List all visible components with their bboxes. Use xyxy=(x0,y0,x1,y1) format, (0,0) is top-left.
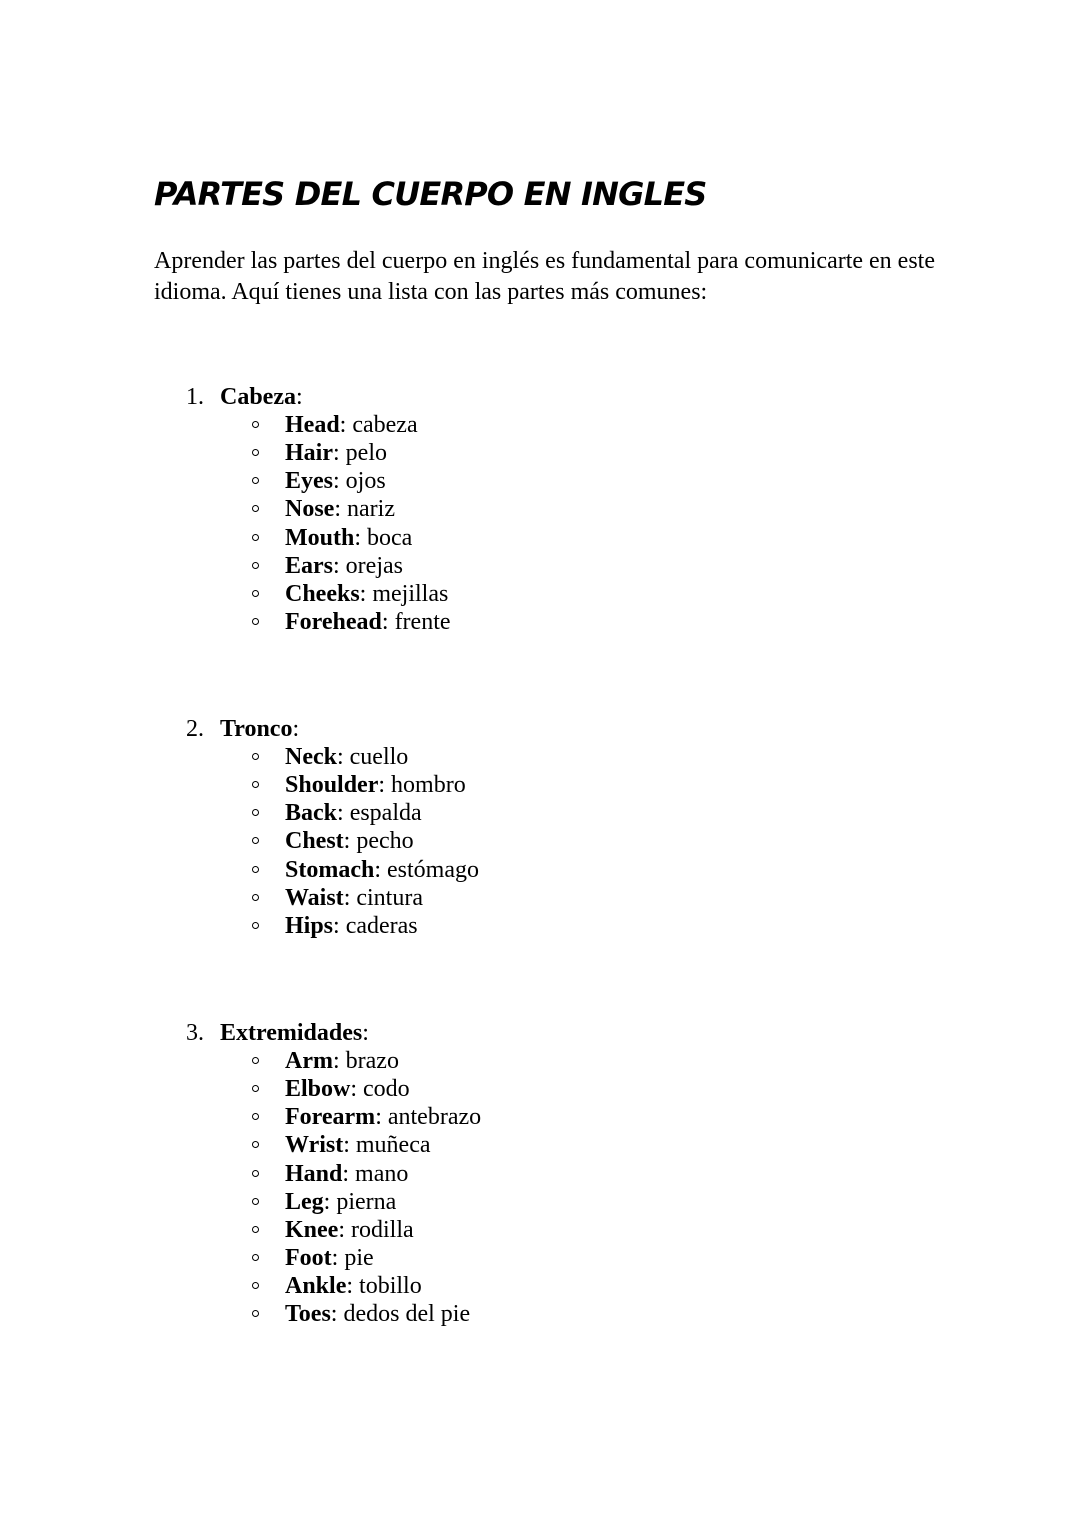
hollow-circle-bullet-icon xyxy=(252,809,259,816)
list-entry xyxy=(285,495,395,523)
section-name: Extremidades xyxy=(220,1020,363,1046)
body-part-list xyxy=(186,1047,482,1328)
section-colon: : xyxy=(295,384,303,410)
list-item xyxy=(186,439,387,467)
spanish-translation: estómago xyxy=(387,856,479,883)
english-term: Ears xyxy=(285,552,333,579)
term-separator: : xyxy=(337,800,350,827)
section-heading xyxy=(186,383,303,411)
term-separator: : xyxy=(323,1188,337,1215)
english-term: Waist xyxy=(285,884,344,911)
spanish-translation: caderas xyxy=(345,912,418,939)
term-separator: : xyxy=(331,1244,345,1271)
spanish-translation: mejillas xyxy=(372,580,449,607)
term-separator: : xyxy=(378,772,392,799)
hollow-circle-bullet-icon xyxy=(252,1085,259,1092)
section-cabeza xyxy=(186,383,451,636)
list-entry xyxy=(285,1216,414,1244)
list-entry xyxy=(285,1047,399,1075)
list-entry xyxy=(285,856,479,884)
term-separator: : xyxy=(339,412,353,438)
spanish-translation: hombro xyxy=(391,772,466,799)
term-separator: : xyxy=(334,496,347,523)
term-separator: : xyxy=(350,1076,364,1103)
english-term: Mouth xyxy=(285,524,355,551)
spanish-translation: brazo xyxy=(345,1048,399,1074)
list-entry xyxy=(285,552,403,580)
term-separator: : xyxy=(346,1273,360,1300)
section-heading xyxy=(186,715,299,743)
hollow-circle-bullet-icon xyxy=(252,421,259,428)
hollow-circle-bullet-icon xyxy=(252,922,259,929)
english-term: Wrist xyxy=(285,1132,344,1159)
hollow-circle-bullet-icon xyxy=(252,1170,259,1177)
term-separator: : xyxy=(333,912,346,939)
section-name: Tronco xyxy=(220,716,293,742)
list-entry xyxy=(285,799,422,827)
english-term: Neck xyxy=(285,744,337,770)
term-separator: : xyxy=(330,1301,344,1328)
list-item xyxy=(186,827,414,855)
list-item xyxy=(186,495,395,523)
spanish-translation: frente xyxy=(394,608,451,635)
list-item xyxy=(186,1160,409,1188)
term-separator: : xyxy=(332,1048,346,1074)
term-separator: : xyxy=(354,524,368,551)
list-entry xyxy=(285,411,418,439)
hollow-circle-bullet-icon xyxy=(252,781,259,788)
english-term: Nose xyxy=(285,496,335,523)
hollow-circle-bullet-icon xyxy=(252,505,259,512)
english-term: Arm xyxy=(285,1048,333,1074)
list-entry xyxy=(285,771,466,799)
term-separator: : xyxy=(343,884,357,911)
hollow-circle-bullet-icon xyxy=(252,866,259,873)
hollow-circle-bullet-icon xyxy=(252,562,259,569)
page-title: PARTES DEL CUERPO EN INGLES xyxy=(154,175,707,213)
english-term: Chest xyxy=(285,828,344,855)
term-separator: : xyxy=(381,608,395,635)
list-entry xyxy=(285,884,423,912)
section-name: Cabeza xyxy=(220,384,296,410)
english-term: Hips xyxy=(285,912,334,939)
spanish-translation: nariz xyxy=(347,496,395,523)
hollow-circle-bullet-icon xyxy=(252,534,259,541)
hollow-circle-bullet-icon xyxy=(252,590,259,597)
spanish-translation: pecho xyxy=(356,828,414,855)
term-separator: : xyxy=(333,468,346,495)
hollow-circle-bullet-icon xyxy=(252,1226,259,1233)
spanish-translation: dedos del pie xyxy=(343,1301,471,1328)
spanish-translation: cabeza xyxy=(352,412,418,438)
section-extremidades xyxy=(186,1019,482,1328)
list-item xyxy=(186,856,479,884)
list-entry xyxy=(285,827,414,855)
section-tronco xyxy=(186,715,479,940)
list-item xyxy=(186,799,422,827)
list-entry xyxy=(285,1103,481,1131)
list-entry xyxy=(285,1244,374,1272)
list-entry xyxy=(285,439,387,467)
hollow-circle-bullet-icon xyxy=(252,1282,259,1289)
list-entry xyxy=(285,467,386,495)
spanish-translation: tobillo xyxy=(359,1273,422,1300)
list-entry xyxy=(285,608,451,636)
term-separator: : xyxy=(338,1216,351,1243)
list-item xyxy=(186,1131,431,1159)
term-separator: : xyxy=(343,1132,356,1159)
list-entry xyxy=(285,912,418,940)
term-separator: : xyxy=(336,744,350,770)
intro-paragraph: Aprender las partes del cuerpo en inglés es fundamental para comunicarte en este idioma. Aquí tienes una lista con las partes más comunes: xyxy=(154,248,935,305)
list-item xyxy=(186,1300,471,1328)
spanish-translation: ojos xyxy=(345,468,386,495)
spanish-translation: rodilla xyxy=(351,1216,414,1243)
list-entry xyxy=(285,1160,408,1188)
list-item xyxy=(186,552,403,580)
english-term: Stomach xyxy=(285,856,375,883)
section-number: 2. xyxy=(186,716,204,742)
spanish-translation: cuello xyxy=(349,744,409,770)
english-term: Cheeks xyxy=(285,580,360,607)
list-item xyxy=(186,1047,399,1075)
list-item xyxy=(186,1272,422,1300)
term-separator: : xyxy=(374,856,388,883)
list-item xyxy=(186,411,418,439)
section-colon: : xyxy=(362,1020,369,1046)
hollow-circle-bullet-icon xyxy=(252,1113,259,1120)
hollow-circle-bullet-icon xyxy=(252,1254,259,1261)
section-heading xyxy=(186,1019,369,1047)
list-entry xyxy=(285,1075,410,1103)
hollow-circle-bullet-icon xyxy=(252,1310,259,1317)
spanish-translation: orejas xyxy=(345,552,403,579)
section-number: 3. xyxy=(186,1020,204,1046)
english-term: Forearm xyxy=(285,1104,376,1131)
english-term: Hand xyxy=(285,1160,343,1187)
list-entry xyxy=(285,1300,470,1328)
english-term: Forehead xyxy=(285,608,382,635)
english-term: Head xyxy=(285,412,340,438)
list-item xyxy=(186,467,386,495)
body-part-list xyxy=(186,743,479,940)
hollow-circle-bullet-icon xyxy=(252,894,259,901)
hollow-circle-bullet-icon xyxy=(252,753,259,760)
list-item xyxy=(186,771,466,799)
list-item xyxy=(186,580,449,608)
list-item xyxy=(186,884,423,912)
hollow-circle-bullet-icon xyxy=(252,1198,259,1205)
english-term: Elbow xyxy=(285,1076,351,1103)
term-separator: : xyxy=(342,1160,356,1187)
spanish-translation: pelo xyxy=(345,440,387,467)
english-term: Leg xyxy=(285,1188,324,1215)
english-term: Toes xyxy=(285,1301,331,1328)
spanish-translation: mano xyxy=(355,1160,409,1187)
list-item xyxy=(186,1075,410,1103)
english-term: Ankle xyxy=(285,1273,347,1300)
term-separator: : xyxy=(343,828,357,855)
spanish-translation: boca xyxy=(367,524,413,551)
list-entry xyxy=(285,580,448,608)
spanish-translation: codo xyxy=(363,1076,410,1103)
hollow-circle-bullet-icon xyxy=(252,477,259,484)
hollow-circle-bullet-icon xyxy=(252,1141,259,1148)
english-term: Back xyxy=(285,800,338,827)
spanish-translation: pie xyxy=(344,1244,374,1271)
list-item xyxy=(186,1188,397,1216)
spanish-translation: pierna xyxy=(336,1188,397,1215)
english-term: Foot xyxy=(285,1244,332,1271)
english-term: Hair xyxy=(285,440,333,467)
list-entry xyxy=(285,1272,422,1300)
spanish-translation: muñeca xyxy=(355,1132,431,1159)
list-entry xyxy=(285,1131,431,1159)
term-separator: : xyxy=(333,552,346,579)
list-item xyxy=(186,1244,374,1272)
term-separator: : xyxy=(375,1104,388,1131)
term-separator: : xyxy=(359,580,373,607)
section-number: 1. xyxy=(186,384,204,410)
list-item xyxy=(186,608,451,636)
list-entry xyxy=(285,524,412,552)
spanish-translation: antebrazo xyxy=(387,1104,482,1131)
list-item xyxy=(186,1103,482,1131)
term-separator: : xyxy=(333,440,346,467)
list-item xyxy=(186,912,418,940)
list-item xyxy=(186,1216,414,1244)
spanish-translation: cintura xyxy=(356,884,423,911)
list-entry xyxy=(285,743,408,771)
list-item xyxy=(186,743,409,771)
hollow-circle-bullet-icon xyxy=(252,1057,259,1064)
hollow-circle-bullet-icon xyxy=(252,837,259,844)
english-term: Shoulder xyxy=(285,772,379,799)
spanish-translation: espalda xyxy=(349,800,422,827)
hollow-circle-bullet-icon xyxy=(252,618,259,625)
list-item xyxy=(186,524,413,552)
hollow-circle-bullet-icon xyxy=(252,449,259,456)
body-part-list xyxy=(186,411,451,636)
section-colon: : xyxy=(292,716,300,742)
english-term: Eyes xyxy=(285,468,333,495)
list-entry xyxy=(285,1188,396,1216)
english-term: Knee xyxy=(285,1216,339,1243)
